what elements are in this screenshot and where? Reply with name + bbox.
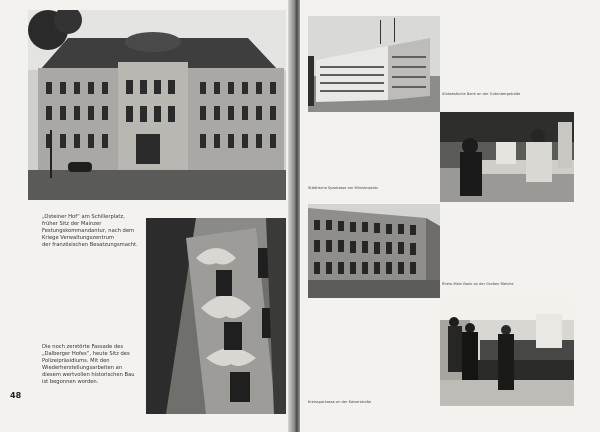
caption-dalberger-hof: Die noch zerstörte Fassade des „Dalberger Hofes“, heute Sitz des Polizeipräsidiums. Mit den Wiederherstellungsarbeiten an diesem wertvollen historischen Bau ist begonnen worden. bbox=[42, 344, 135, 385]
photo-dalberger-hof-facade bbox=[146, 218, 286, 414]
photo-kreissparkasse-interior bbox=[440, 300, 574, 406]
page-number: 48 bbox=[10, 391, 22, 400]
photo-rhein-main-bank bbox=[308, 204, 440, 298]
caption-rhein-main-bank: Rhein-Main Bank an der Großen Bleiche bbox=[442, 282, 514, 286]
caption-bank-gutenberg: Südwestliche Bank an der Gutenbergstraße bbox=[442, 92, 521, 96]
caption-sparkasse: Städtische Sparkasse am Münsterplatz bbox=[308, 186, 378, 190]
photo-bank-gutenberg bbox=[308, 16, 440, 112]
caption-osteiner-hof: „Osteiner Hof“ am Schillerplatz, früher Sitz der Mainzer Festungskommandantur, nach dem Kriege Verwaltungszentrum der französischen Besatzungsmacht. bbox=[42, 214, 138, 248]
caption-kreissparkasse: Kreissparkasse an der Kaiserstraße bbox=[308, 400, 372, 404]
right-page bbox=[300, 0, 600, 432]
left-page bbox=[0, 0, 292, 432]
photo-sparkasse-interior bbox=[440, 112, 574, 202]
photo-osteiner-hof bbox=[28, 10, 286, 200]
